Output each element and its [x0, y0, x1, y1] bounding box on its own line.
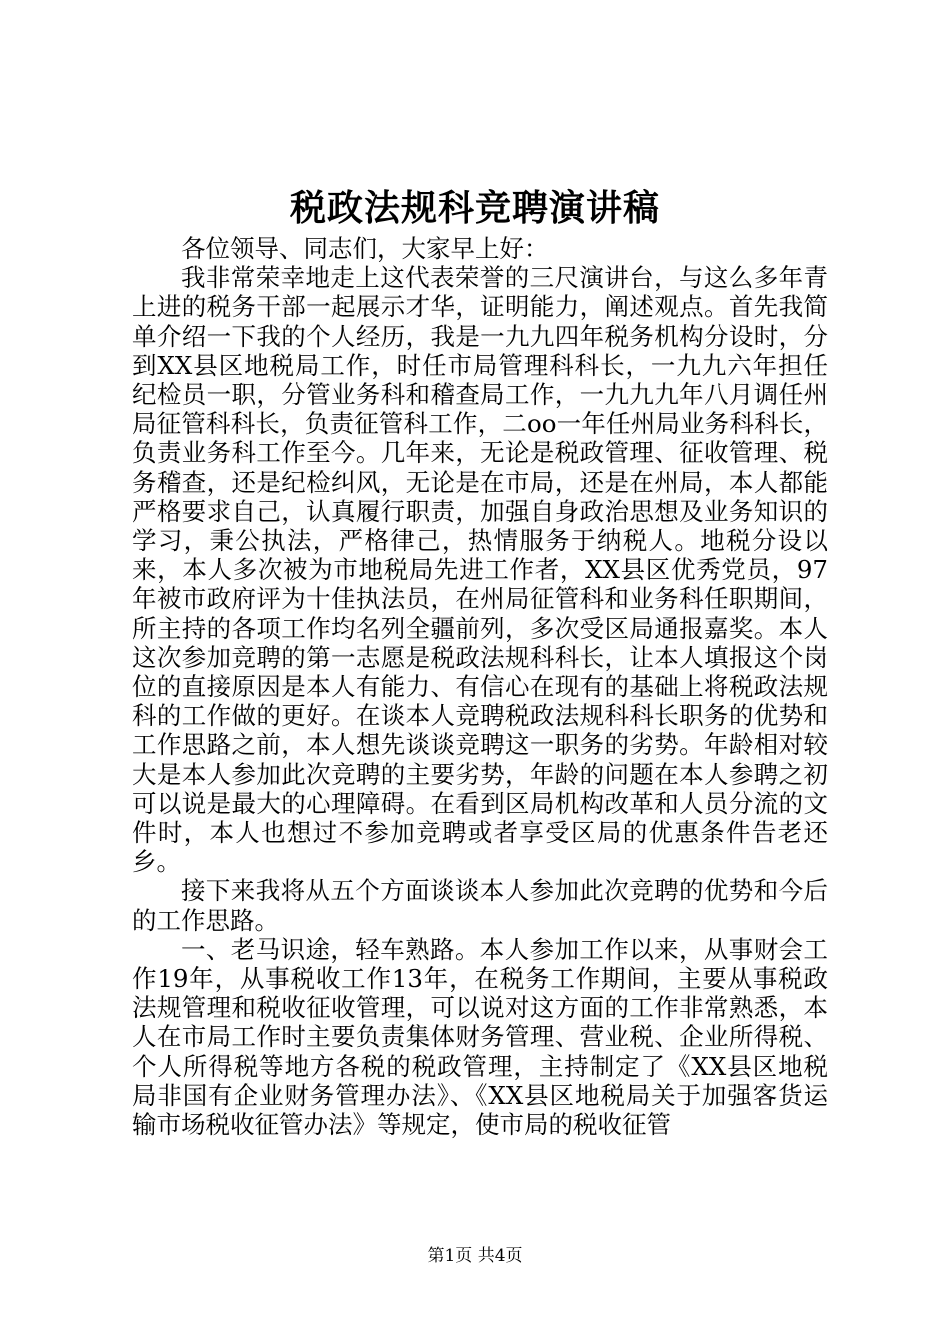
body-paragraph: 接下来我将从五个方面谈谈本人参加此次竞聘的优势和今后的工作思路。: [132, 876, 828, 935]
document-title: 税政法规科竞聘演讲稿: [289, 187, 660, 229]
greeting-paragraph: 各位领导、同志们，大家早上好：: [181, 234, 549, 263]
body-paragraph: 一、老马识途，轻车熟路。本人参加工作以来，从事财会工作19年，从事税收工作13年，在税务工作期间，主要从事税政法规管理和税收征收管理，可以说对这方面的工作非常熟悉，本人在市局工作时主要负责集体财务管理、营业税、企业所得税、个人所得税等地方各税的税政管理，主持制定了《XX县区地税局非国有企业财务管理办法》、《XX县区地税局关于加强客货运输市场税收征管办法》等规定，使市局的税收征管: [132, 934, 828, 1140]
body-paragraph: 我非常荣幸地走上这代表荣誉的三尺演讲台，与这么多年青上进的税务干部一起展示才华，证明能力，阐述观点。首先我简单介绍一下我的个人经历，我是一九九四年税务机构分设时，分到XX县区地税局工作，时任市局管理科科长，一九九六年担任纪检员一职，分管业务科和稽查局工作，一九九九年八月调任州局征管科科长，负责征管科工作，二oo一年任州局业务科科长，负责业务科工作至今。几年来，无论是税政管理、征收管理、税务稽查，还是纪检纠风，无论是在市局，还是在州局，本人都能严格要求自己，认真履行职责，加强自身政治思想及业务知识的学习，秉公执法，严格律己，热情服务于纳税人。地税分设以来，本人多次被为市地税局先进工作者，XX县区优秀党员，97年被市政府评为十佳执法员，在州局征管科和业务科任职期间，所主持的各项工作均名列全疆前列，多次受区局通报嘉奖。本人这次参加竞聘的第一志愿是税政法规科科长，让本人填报这个岗位的直接原因是本人有能力、有信心在现有的基础上将税政法规科的工作做的更好。在谈本人竞聘税政法规科科长职务的优势和工作思路之前，本人想先谈谈竞聘这一职务的劣势。年龄相对较大是本人参加此次竞聘的主要劣势，年龄的问题在本人参聘之初可以说是最大的心理障碍。在看到区局机构改革和人员分流的文件时，本人也想过不参加竞聘或者享受区局的优惠条件告老还乡。: [132, 263, 828, 877]
document-body: [132, 234, 828, 1139]
page-footer: 第1页 共4页: [427, 1246, 523, 1266]
